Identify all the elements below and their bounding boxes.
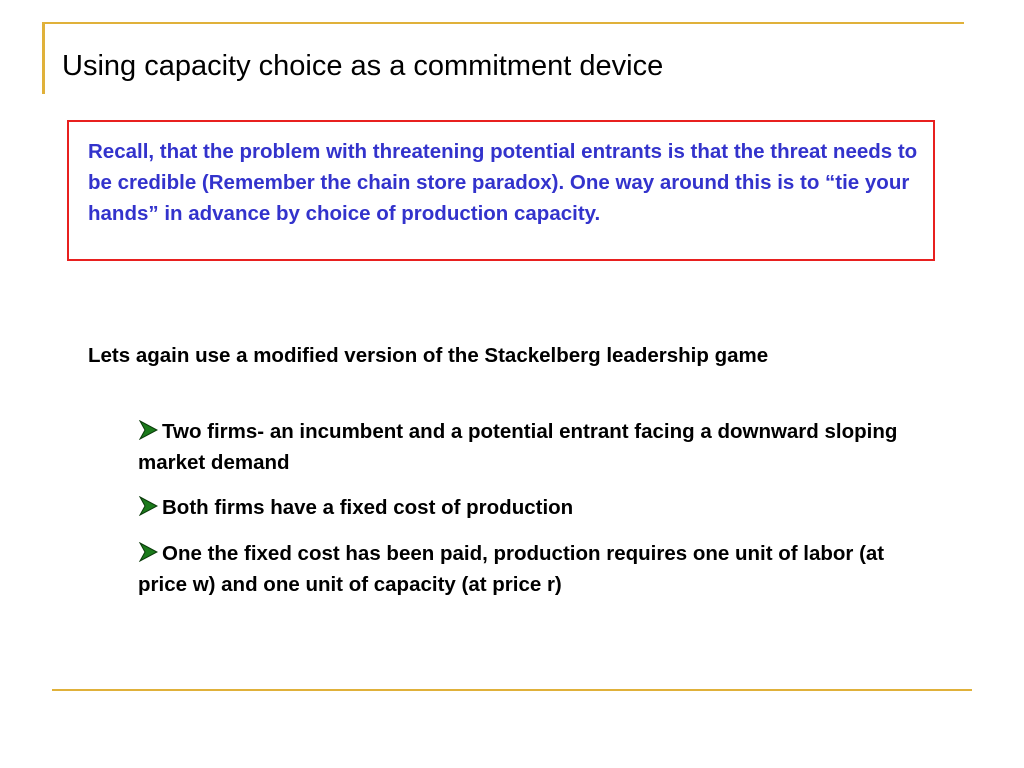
arrowhead-bullet-icon: [138, 496, 158, 516]
bullet-text: One the fixed cost has been paid, production requires one unit of labor (at price w) and one unit of capacity (at price r): [138, 542, 885, 596]
slide-title: Using capacity choice as a commitment device: [62, 50, 664, 82]
accent-line-top: [42, 22, 964, 24]
callout-box: [67, 120, 935, 261]
bullet-item: [138, 416, 898, 478]
arrowhead-bullet-icon: [138, 542, 158, 562]
arrowhead-bullet-icon: [138, 420, 158, 440]
accent-line-left: [42, 22, 45, 94]
bullet-text: Both firms have a fixed cost of production: [162, 496, 574, 519]
bullet-item: [138, 538, 898, 600]
bullet-item: [138, 492, 898, 523]
bullet-text: Two firms- an incumbent and a potential entrant facing a downward sloping market demand: [138, 420, 898, 474]
accent-line-bottom: [52, 689, 972, 691]
intro-text: Lets again use a modified version of the Stackelberg leadership game: [88, 344, 769, 367]
callout-text: Recall, that the problem with threatening potential entrants is that the threat needs to be credible (Remember the chain store paradox). One way around this is to “tie your hands” in advance by choice of production capacity.: [88, 140, 918, 225]
